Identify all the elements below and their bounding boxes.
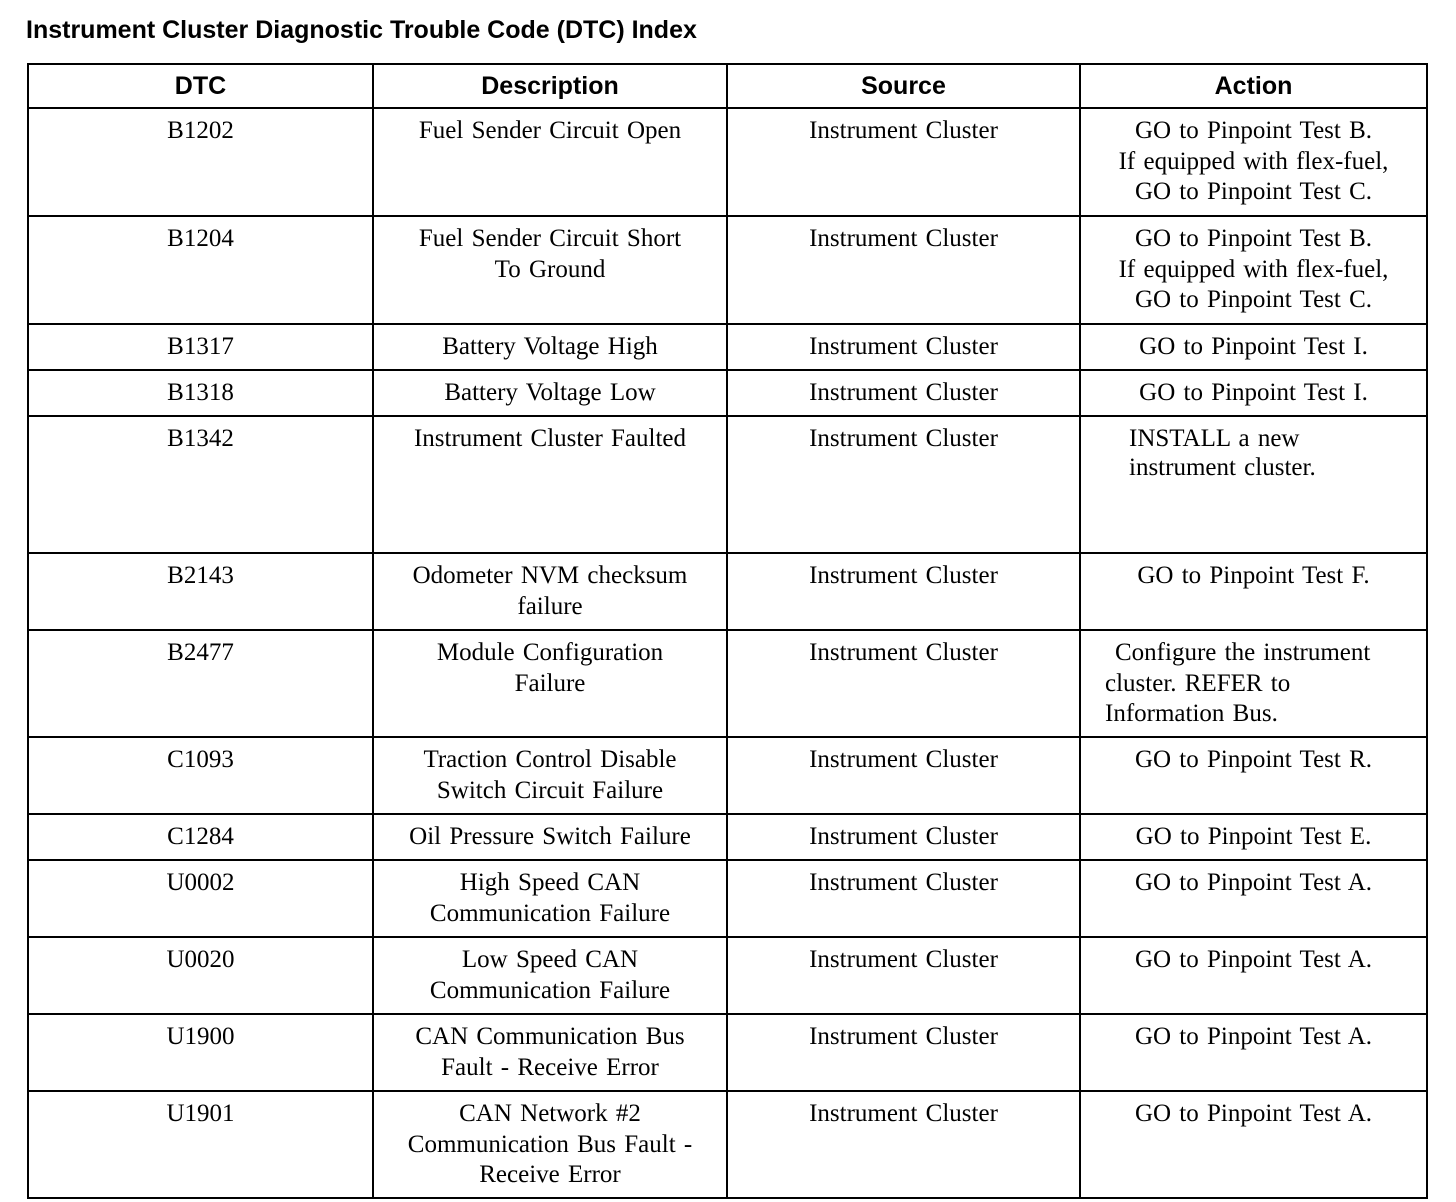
table-row — [28, 553, 1427, 630]
dtc-source: Instrument Cluster — [727, 814, 1080, 860]
table-row — [28, 324, 1427, 370]
dtc-description: Fuel Sender Circuit Short To Ground — [373, 216, 727, 324]
dtc-action: GO to Pinpoint Test R. — [1080, 737, 1427, 814]
dtc-source: Instrument Cluster — [727, 1091, 1080, 1198]
dtc-source: Instrument Cluster — [727, 416, 1080, 553]
column-header-dtc: DTC — [28, 64, 373, 108]
dtc-code: B1318 — [28, 370, 373, 416]
table-row — [28, 370, 1427, 416]
page-title: Instrument Cluster Diagnostic Trouble Code (DTC) Index — [26, 16, 697, 44]
dtc-description: Fuel Sender Circuit Open — [373, 108, 727, 216]
dtc-action: GO to Pinpoint Test A. — [1080, 937, 1427, 1014]
table-row — [28, 814, 1427, 860]
table-row — [28, 860, 1427, 937]
dtc-action: GO to Pinpoint Test E. — [1080, 814, 1427, 860]
dtc-description: Battery Voltage Low — [373, 370, 727, 416]
table-row — [28, 1091, 1427, 1198]
dtc-source: Instrument Cluster — [727, 324, 1080, 370]
dtc-action: GO to Pinpoint Test A. — [1080, 1014, 1427, 1091]
dtc-action: GO to Pinpoint Test I. — [1080, 324, 1427, 370]
dtc-code: B1342 — [28, 416, 373, 553]
dtc-index-table — [27, 63, 1428, 1199]
dtc-action: INSTALL a new instrument cluster. — [1080, 416, 1427, 553]
dtc-code: U1900 — [28, 1014, 373, 1091]
dtc-source: Instrument Cluster — [727, 553, 1080, 630]
dtc-description: Oil Pressure Switch Failure — [373, 814, 727, 860]
dtc-action: Configure the instrument cluster. REFER to Information Bus. — [1080, 630, 1427, 737]
dtc-code: B1317 — [28, 324, 373, 370]
dtc-code: B2143 — [28, 553, 373, 630]
dtc-source: Instrument Cluster — [727, 216, 1080, 324]
column-header-description: Description — [373, 64, 727, 108]
dtc-source: Instrument Cluster — [727, 1014, 1080, 1091]
column-header-action: Action — [1080, 64, 1427, 108]
dtc-code: C1093 — [28, 737, 373, 814]
table-row — [28, 1014, 1427, 1091]
dtc-description: Traction Control Disable Switch Circuit Failure — [373, 737, 727, 814]
table-header-row — [28, 64, 1427, 108]
dtc-action: GO to Pinpoint Test I. — [1080, 370, 1427, 416]
dtc-code: U0002 — [28, 860, 373, 937]
table-row — [28, 630, 1427, 737]
table-row — [28, 937, 1427, 1014]
dtc-action: GO to Pinpoint Test F. — [1080, 553, 1427, 630]
dtc-action: GO to Pinpoint Test A. — [1080, 860, 1427, 937]
dtc-description: Odometer NVM checksum failure — [373, 553, 727, 630]
table-row — [28, 737, 1427, 814]
dtc-description: CAN Network #2 Communication Bus Fault - Receive Error — [373, 1091, 727, 1198]
dtc-code: B1204 — [28, 216, 373, 324]
dtc-action: GO to Pinpoint Test B. If equipped with flex-fuel, GO to Pinpoint Test C. — [1080, 108, 1427, 216]
dtc-code: U1901 — [28, 1091, 373, 1198]
dtc-code: U0020 — [28, 937, 373, 1014]
dtc-description: Low Speed CAN Communication Failure — [373, 937, 727, 1014]
dtc-source: Instrument Cluster — [727, 737, 1080, 814]
table-row — [28, 216, 1427, 324]
dtc-source: Instrument Cluster — [727, 630, 1080, 737]
dtc-code: C1284 — [28, 814, 373, 860]
column-header-source: Source — [727, 64, 1080, 108]
dtc-description: Battery Voltage High — [373, 324, 727, 370]
dtc-description: High Speed CAN Communication Failure — [373, 860, 727, 937]
dtc-source: Instrument Cluster — [727, 108, 1080, 216]
dtc-action: GO to Pinpoint Test A. — [1080, 1091, 1427, 1198]
table-row — [28, 416, 1427, 553]
dtc-code: B1202 — [28, 108, 373, 216]
dtc-source: Instrument Cluster — [727, 937, 1080, 1014]
dtc-source: Instrument Cluster — [727, 370, 1080, 416]
dtc-description: CAN Communication Bus Fault - Receive Error — [373, 1014, 727, 1091]
table-row — [28, 108, 1427, 216]
dtc-description: Module Configuration Failure — [373, 630, 727, 737]
dtc-action: GO to Pinpoint Test B. If equipped with flex-fuel, GO to Pinpoint Test C. — [1080, 216, 1427, 324]
dtc-code: B2477 — [28, 630, 373, 737]
dtc-source: Instrument Cluster — [727, 860, 1080, 937]
dtc-description: Instrument Cluster Faulted — [373, 416, 727, 553]
